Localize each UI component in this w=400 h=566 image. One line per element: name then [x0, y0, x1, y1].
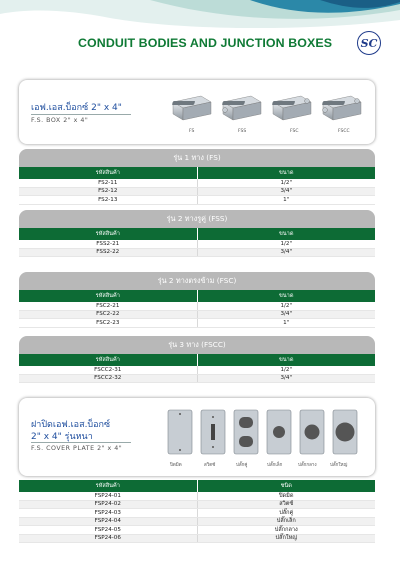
medium-outlet-plate-image [300, 410, 324, 454]
small-outlet-plate-image [267, 410, 291, 454]
fss-image-label: FSS [238, 129, 247, 134]
table-header [19, 228, 375, 240]
table-body [19, 366, 375, 383]
cell-type: ปลั๊กเล็ก [197, 518, 376, 526]
cell-code: FSCC2-31 [94, 366, 122, 373]
page-header [0, 0, 400, 60]
medium-label: ปลั๊กกลาง [298, 463, 317, 468]
table-header [19, 480, 375, 492]
table-row [19, 249, 375, 258]
cell-type: สวิตซ์ [197, 501, 376, 509]
cell-size: 3/4" [197, 188, 376, 196]
switch-label: สวิตซ์ [204, 463, 216, 468]
fscc-image-label: FSCC [338, 129, 350, 134]
column-header-code: รหัสสินค้า [95, 231, 120, 237]
cell-code: FS2-12 [98, 188, 118, 195]
cover-plate-title-line1: ฝาปิดเอฟ.เอส.บ็อกซ์ [31, 420, 111, 430]
table-header [19, 354, 375, 366]
table-row [19, 518, 375, 527]
cell-code: FSP24-05 [94, 526, 121, 533]
fss-box-image [222, 96, 261, 120]
table-header [19, 290, 375, 302]
table-caption: รุ่น 2 ทางรูคู่ (FSS) [19, 210, 375, 228]
table-body [19, 302, 375, 328]
column-header-code: รหัสสินค้า [95, 170, 120, 176]
cell-size: 3/4" [197, 311, 376, 319]
column-header-code: รหัสสินค้า [95, 293, 120, 299]
cell-code: FSP24-01 [94, 492, 121, 499]
cell-code: FSS2-21 [96, 240, 120, 247]
table-row [19, 492, 375, 501]
table-caption: รุ่น 2 ทางตรงข้าม (FSC) [19, 272, 375, 290]
column-header-type: ชนิด [197, 480, 376, 492]
table-row [19, 366, 375, 375]
cell-size: 1/2" [197, 302, 376, 310]
table-row [19, 319, 375, 328]
cell-size: 1/2" [197, 240, 376, 248]
column-header-size: ขนาด [197, 290, 376, 302]
cell-size: 1" [197, 196, 376, 204]
cell-code: FSC2-23 [96, 319, 120, 326]
table-body [19, 179, 375, 205]
table-caption: รุ่น 3 ทาง (FSCC) [19, 336, 375, 354]
fs-box-subtitle: F.S. BOX 2" x 4" [31, 117, 89, 124]
fs-box-title: เอฟ.เอส.บ็อกซ์ 2" x 4" [31, 103, 122, 113]
fsc-image-label: FSC [290, 129, 299, 134]
table-fsc [19, 272, 375, 328]
divider [31, 114, 131, 115]
table-caption: รุ่น 1 ทาง (FS) [19, 149, 375, 167]
cell-code: FSP24-06 [94, 535, 121, 542]
cell-type: ปลั๊กคู่ [197, 509, 376, 517]
table-fs [19, 149, 375, 205]
cell-code: FSP24-04 [94, 518, 121, 525]
large-outlet-plate-image [333, 410, 357, 454]
cell-code: FSCC2-32 [94, 375, 122, 382]
table-row [19, 188, 375, 197]
column-header-code: รหัสสินค้า [95, 357, 120, 363]
header-swoosh [0, 0, 400, 60]
table-row [19, 196, 375, 205]
table-row [19, 240, 375, 249]
table-row [19, 501, 375, 510]
page-title: CONDUIT BODIES AND JUNCTION BOXES [78, 36, 333, 50]
cell-code: FSP24-03 [94, 509, 121, 516]
sc-logo: SC [357, 31, 381, 55]
fs-box-images [167, 88, 367, 130]
fsc-box-image [272, 96, 311, 120]
table-row [19, 535, 375, 544]
fs-image-label: FS [189, 129, 195, 134]
cell-code: FSC2-21 [96, 302, 120, 309]
small-label: ปลั๊กเล็ก [267, 463, 283, 468]
cover-plate-panel [19, 398, 375, 476]
table-body [19, 492, 375, 543]
divider [31, 442, 131, 443]
column-header-size: ขนาด [197, 228, 376, 240]
column-header-size: ขนาด [197, 167, 376, 179]
column-header-code: รหัสสินค้า [95, 483, 120, 489]
cell-code: FSS2-22 [96, 249, 120, 256]
duplex-outlet-plate-image [234, 410, 258, 454]
cell-type: ปิดมิด [197, 492, 376, 500]
cell-code: FS2-13 [98, 196, 118, 203]
large-label: ปลั๊กใหญ่ [330, 463, 348, 468]
table-body [19, 240, 375, 257]
table-cover-plates [19, 480, 375, 543]
blank-label: ปิดมิด [170, 463, 182, 468]
duplex-label: ปลั๊กคู่ [236, 463, 248, 468]
cell-size: 1/2" [197, 179, 376, 187]
cover-plate-subtitle: F.S. COVER PLATE 2" x 4" [31, 445, 123, 452]
cell-size: 1" [197, 319, 376, 327]
column-header-size: ขนาด [197, 354, 376, 366]
table-row [19, 509, 375, 518]
cell-code: FS2-11 [98, 179, 118, 186]
cell-size: 1/2" [197, 366, 376, 374]
cell-code: FSC2-22 [96, 311, 120, 318]
table-row [19, 526, 375, 535]
cell-code: FSP24-02 [94, 501, 121, 508]
table-row [19, 179, 375, 188]
cover-plate-title-line2: 2" x 4" รุ่นหนา [31, 432, 93, 442]
table-fss [19, 210, 375, 257]
fs-box-panel [19, 80, 375, 144]
blank-plate-image [168, 410, 192, 454]
table-row [19, 375, 375, 384]
cover-plate-images [162, 408, 362, 458]
cell-size: 3/4" [197, 249, 376, 257]
table-row [19, 302, 375, 311]
table-fscc [19, 336, 375, 383]
cell-type: ปลั๊กใหญ่ [197, 535, 376, 543]
fs-box-image [172, 96, 211, 120]
switch-plate-image [201, 410, 225, 454]
table-header [19, 167, 375, 179]
fscc-box-image [322, 96, 361, 120]
table-row [19, 311, 375, 320]
cell-type: ปลั๊กกลาง [197, 526, 376, 534]
cell-size: 3/4" [197, 375, 376, 383]
